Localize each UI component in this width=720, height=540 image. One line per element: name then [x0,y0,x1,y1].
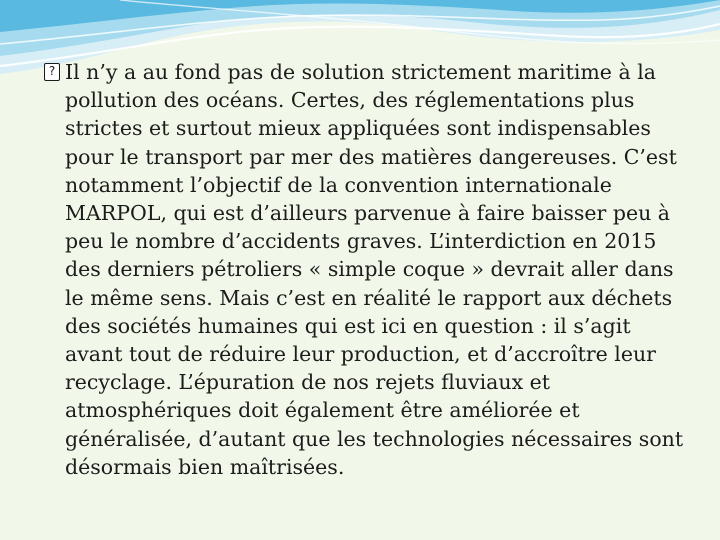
bullet-marker-icon: ? [44,63,60,81]
bullet-paragraph-block [44,58,684,481]
body-paragraph: Il n’y a au fond pas de solution strictement maritime à la pollution des océans. Certes, des réglementations plus strictes et surtout mieux appliquées sont indispensables pour le transport par mer des matières dangereuses. C’est notamment l’objectif de la convention internationale MARPOL, qui est d’ailleurs parvenue à faire baisser peu à peu le nombre d’accidents graves. L’interdiction en 2015 des derniers pétroliers « simple coque » devrait aller dans le même sens. Mais c’est en réalité le rapport aux déchets des sociétés humaines qui est ici en question : il s’agit avant tout de réduire leur production, et d’accroître leur recyclage. L’épuration de nos rejets fluviaux et atmosphériques doit également être améliorée et généralisée, d’autant que les technologies nécessaires sont désormais bien maîtrisées. [65,60,684,479]
